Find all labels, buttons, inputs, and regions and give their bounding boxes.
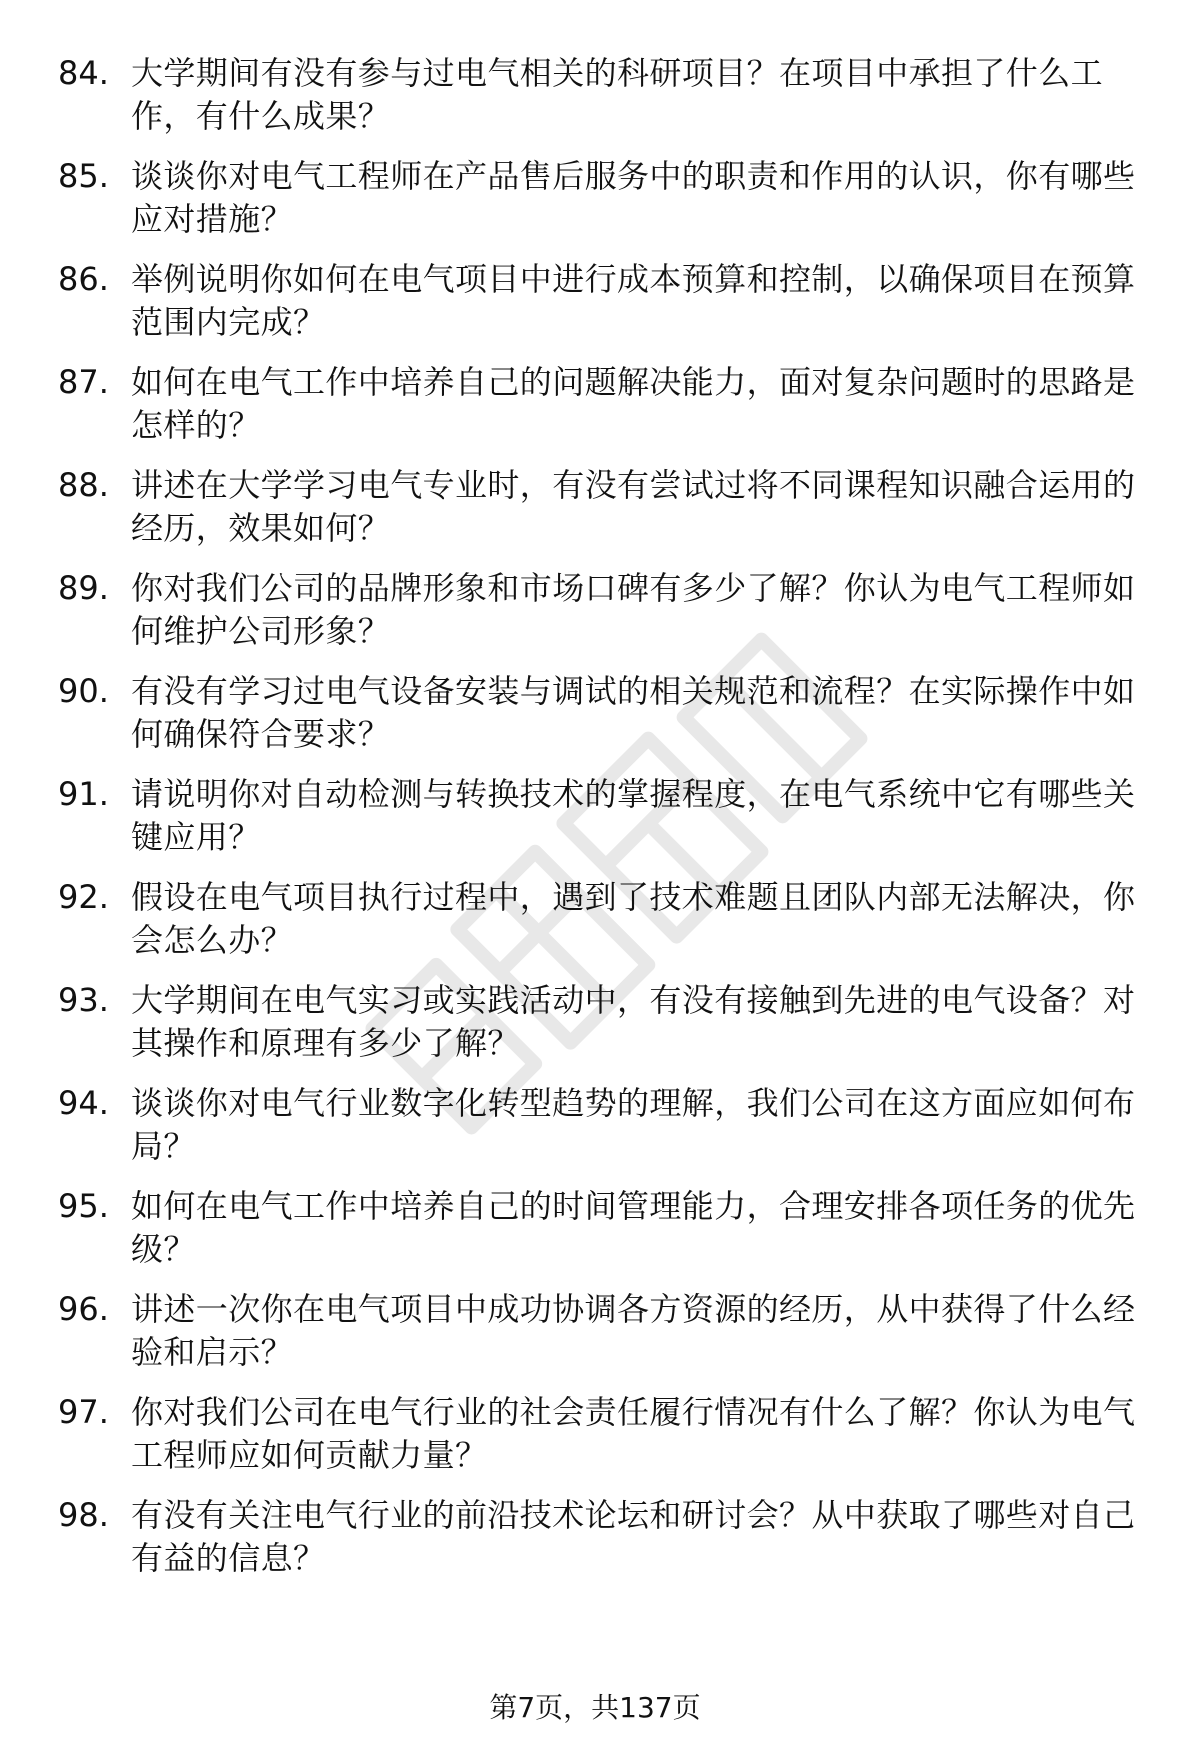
question-item <box>0 464 1190 567</box>
question-text: 有没有学习过电气设备安装与调试的相关规范和流程？在实际操作中如何确保符合要求？ <box>131 672 1136 753</box>
question-text: 请说明你对自动检测与转换技术的掌握程度，在电气系统中它有哪些关键应用？ <box>131 775 1136 856</box>
question-number: 95. <box>58 1187 109 1225</box>
question-text: 大学期间在电气实习或实践活动中，有没有接触到先进的电气设备？对其操作和原理有多少了解？ <box>131 981 1136 1062</box>
question-number: 84. <box>58 54 109 92</box>
question-item <box>0 1288 1190 1391</box>
question-item <box>0 979 1190 1082</box>
question-text: 你对我们公司的品牌形象和市场口碑有多少了解？你认为电气工程师如何维护公司形象？ <box>131 569 1136 650</box>
question-item <box>0 1082 1190 1185</box>
question-number: 94. <box>58 1084 109 1122</box>
question-number: 91. <box>58 775 109 813</box>
question-number: 88. <box>58 466 109 504</box>
question-text: 有没有关注电气行业的前沿技术论坛和研讨会？从中获取了哪些对自己有益的信息？ <box>131 1496 1136 1577</box>
question-text: 讲述一次你在电气项目中成功协调各方资源的经历，从中获得了什么经验和启示？ <box>131 1290 1136 1371</box>
question-item <box>0 876 1190 979</box>
question-text: 你对我们公司在电气行业的社会责任履行情况有什么了解？你认为电气工程师应如何贡献力量？ <box>131 1393 1136 1474</box>
question-text: 举例说明你如何在电气项目中进行成本预算和控制，以确保项目在预算范围内完成？ <box>131 260 1136 341</box>
question-number: 97. <box>58 1393 109 1431</box>
question-text: 谈谈你对电气工程师在产品售后服务中的职责和作用的认识，你有哪些应对措施？ <box>131 157 1136 238</box>
question-text: 如何在电气工作中培养自己的时间管理能力，合理安排各项任务的优先级？ <box>131 1187 1136 1268</box>
question-item <box>0 1185 1190 1288</box>
page-footer: 第7页，共137页 <box>489 1691 701 1724</box>
question-text: 假设在电气项目执行过程中，遇到了技术难题且团队内部无法解决，你会怎么办？ <box>131 878 1136 959</box>
question-number: 93. <box>58 981 109 1019</box>
question-item <box>0 361 1190 464</box>
question-list <box>0 52 1190 1597</box>
question-number: 98. <box>58 1496 109 1534</box>
question-number: 85. <box>58 157 109 195</box>
question-item <box>0 1391 1190 1494</box>
question-number: 92. <box>58 878 109 916</box>
question-text: 讲述在大学学习电气专业时，有没有尝试过将不同课程知识融合运用的经历，效果如何？ <box>131 466 1136 547</box>
question-item <box>0 670 1190 773</box>
question-number: 86. <box>58 260 109 298</box>
question-item <box>0 258 1190 361</box>
question-item <box>0 567 1190 670</box>
question-item <box>0 52 1190 155</box>
question-item <box>0 1494 1190 1597</box>
question-item <box>0 773 1190 876</box>
question-number: 96. <box>58 1290 109 1328</box>
question-number: 87. <box>58 363 109 401</box>
question-text: 谈谈你对电气行业数字化转型趋势的理解，我们公司在这方面应如何布局？ <box>131 1084 1136 1165</box>
question-text: 如何在电气工作中培养自己的问题解决能力，面对复杂问题时的思路是怎样的？ <box>131 363 1136 444</box>
question-item <box>0 155 1190 258</box>
question-number: 90. <box>58 672 109 710</box>
question-text: 大学期间有没有参与过电气相关的科研项目？在项目中承担了什么工作，有什么成果？ <box>131 54 1104 135</box>
question-number: 89. <box>58 569 109 607</box>
